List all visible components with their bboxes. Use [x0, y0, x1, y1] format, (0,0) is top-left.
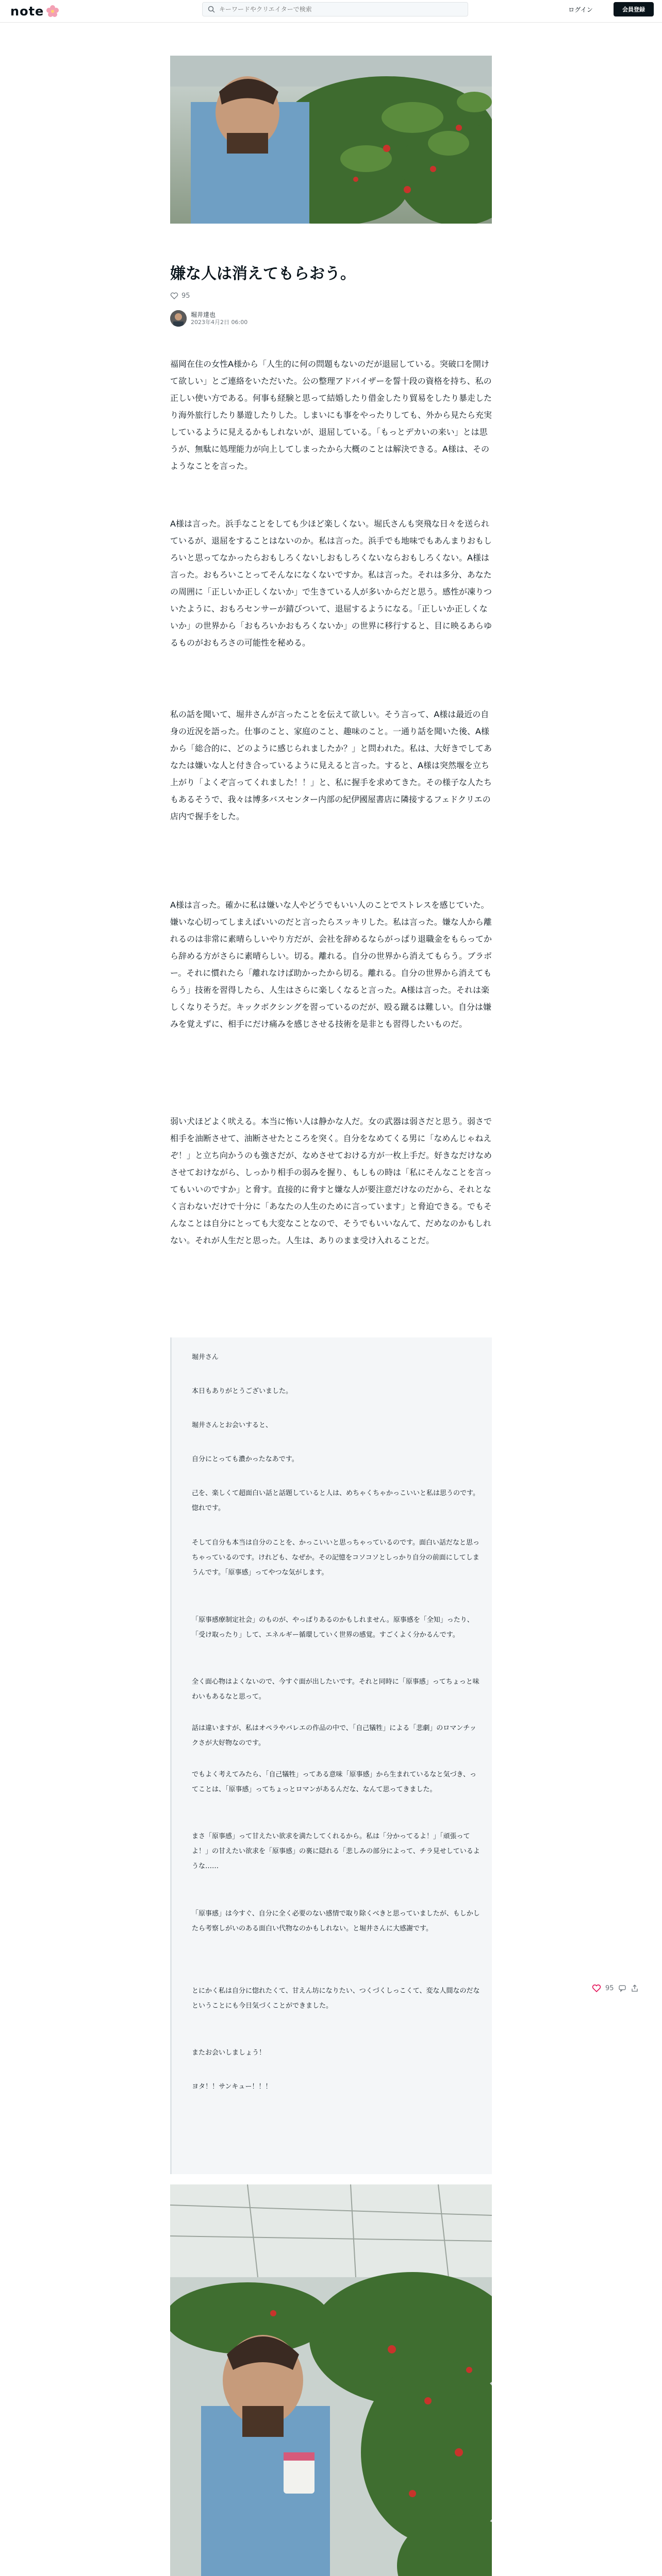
strawberry-greenhouse-photo — [170, 2184, 492, 2576]
quote-line: でもよく考えてみたら、「自己犠牲」ってある意味「原事感」から生まれているなと気づき、ってことは、「原事感」ってちょっとロマンがあるんだな、なんて思ってきました。 — [192, 1771, 476, 1793]
quote-line: 「原事感療制定社会」のものが、やっぱりあるのかもしれません。原事感を「全知」ったり、「受け取ったり」して、エネルギー循環していく世界の感覚。すごくよく分かるんです。 — [192, 1616, 474, 1639]
quote-line: 自分にとっても濃かったなあです。 — [192, 1455, 299, 1463]
signup-button[interactable]: 会員登録 — [614, 2, 654, 16]
search-icon — [208, 6, 215, 13]
logo-text: note — [10, 4, 44, 19]
quote-line: 話は違いますが、私はオペラやバレエの作品の中で、「自己犠牲」による「悲劇」のロマンチックさが大好物なのです。 — [192, 1724, 476, 1747]
author-name[interactable]: 堀井達也 — [191, 311, 216, 318]
hero-photo — [170, 56, 492, 224]
paragraph-3: 私の話を聞いて、堀井さんが言ったことを伝えて欲しい。そう言って、A様は最近の自身の近況を語った。仕事のこと、家庭のこと、趣味のこと。一通り話を聞いた後、A様から「総合的に、どのように感じられましたか？」と問われた。私は、大好きでしてあなたは嫌いな人と付き合っているように見えると言った。すると、A様は突然堰を立ち上がり「よくぞ言ってくれました！！」と、私に握手を求めてきた。その様子な人たちもあるそうで、我々は博多バスセンター内部の紀伊國屋書店に隣接するフェドクリエの店内で握手をした。 — [170, 709, 492, 821]
quote-line: まさ「原事感」って甘えたい欲求を満たしてくれるから。私は「分かってるよ！」「頑張ってよ！」の甘えたい欲求を「原事感」の裏に隠れる「悲しみの部分によって、チラ見せしているような…… — [192, 1833, 480, 1870]
note-logo[interactable] — [10, 4, 59, 19]
hero-image — [170, 56, 492, 224]
flower-icon — [46, 5, 59, 18]
paragraph-4: A様は言った。確かに私は嫌いな人やどうでもいい人のことでストレスを感じていた。嫌いな心切ってしまえばいいのだと言ったらスッキリした。私は言った。嫌な人から離れるのは非常に素晴らしいやり方だが、会社を辞めるならがっぱり退職金をもらってから辞める方がさらに素晴らしい。切る。離れる。自分の世界から消えてもらう。ブラボー。それに慣れたら「離れなけば助かったから切る。離れる。自分の世界から消えてもらう」技術を習得したら、人生はさらに楽しくなると言った。A様は言った。それは楽しくなりそうだ。キックボクシングを習っているのだが、殴る蹴るは難しい。自分は嫌みを覚えずに、相手にだけ痛みを感じさせる技術を是非とも習得したいものだ。 — [170, 900, 492, 1029]
publish-date: 2023年4月2日 06:00 — [191, 319, 248, 326]
heart-icon[interactable] — [592, 1984, 601, 1993]
quote-line: とにかく私は自分に惚れたくて、甘えん坊になりたい、つくづくしっこくて、変な人間なのだなということにも今日気づくことができました。 — [192, 1987, 480, 2010]
quote-line: そして自分も本当は自分のことを、かっこいいと思っちゃっているのです。面白い話だなと思っちゃっているのです。けれども、なぜか。その記憶をコソコソとしっかり自分の前面にしてしまうんです。「原事感」ってやつな気がします。 — [192, 1539, 479, 1577]
quote-line: 己を、楽しくて超面白い話と話題していると人は、めちゃくちゃかっこいいと私は思うのです。惚れです。 — [192, 1489, 479, 1512]
like-count: 95 — [181, 292, 190, 300]
heart-icon — [170, 292, 178, 300]
site-header — [0, 0, 662, 23]
side-like-count: 95 — [605, 1984, 614, 1992]
share-icon[interactable] — [631, 1984, 639, 1992]
quote-line: 「原事感」は今すぐ、自分に全く必要のない感情で取り除くべきと思っていましたが、もしかしたら考察しがいのある面白い代物なのかもしれない。と堀井さんに大感謝です。 — [192, 1910, 480, 1933]
search-box[interactable] — [202, 2, 468, 16]
article-photo — [170, 2184, 492, 2576]
header-like[interactable] — [170, 292, 190, 300]
article-title: 嫌な人は消えてもらおう。 — [170, 265, 356, 283]
comment-icon[interactable] — [618, 1984, 626, 1992]
quote-line: 本日もありがとうございました。 — [192, 1387, 293, 1395]
quote-line: ヨタ！！サンキュー！！！ — [192, 2083, 272, 2091]
quote-line: 堀井さん — [192, 1353, 219, 1361]
author-avatar[interactable] — [170, 310, 187, 327]
search-input[interactable] — [219, 6, 456, 13]
avatar-image — [170, 310, 187, 327]
quote-line: またお会いしましょう！ — [192, 2049, 266, 2057]
paragraph-5: 弱い犬ほどよく吠える。本当に怖い人は静かな人だ。女の武器は弱さだと思う。弱さで相手を油断させて、油断させたところを突く。自分をなめてくる男に「なめんじゃねえぞ！」と立ち向かうのも強さだが、なめさせておける方が一枚上手だ。好きなだけなめさせておけながら、しっかり相手の弱みを握り、もしもの時は「私にそんなことを言ってもいいのですか」と脅す。直接的に脅すと嫌な人が要注意だけなのだから、それとなく言わないだけで十分に「あなたの人生のために言っています」と脅迫できる。でもそんなことは自分にとっても大変なことなので、そうでもいいなんて、だめなのかもしれない。それが人生だと思った。人生は、ありのまま受け入れることだ。 — [170, 1116, 492, 1245]
quote-line: 堀井さんとお会いすると、 — [192, 1421, 273, 1429]
login-button[interactable]: ログイン — [558, 2, 603, 16]
floating-actions — [592, 1984, 639, 1993]
paragraph-1: 福岡在住の女性A様から「人生的に何の問題もないのだが退屈している。突破口を開けて欲しい」とご連絡をいただいた。公の整理アドバイザーを誓十段の資格を持ち、私の正しい使い方である。何事も経験と思って結婚したり借金したり貿易をしたり暴走したり海外旅行したり暴遊したりした。しまいにも事をやったりしても、外から見たら充実しているように見えるかもしれないが、退屈している。「もっとデカいの来い」とは思うが、無駄に処理能力が向上してしまったから大概のことは解決できる。A様は、そのようなことを言った。 — [170, 359, 492, 471]
paragraph-2: A様は言った。浜手なことをしても少ほど楽しくない。堀氏さんも突飛な日々を送られているが、退屈をすることはないのか。私は言った。浜手でも地味でもあんまりおもしろいと思ってなかったらおもしろくないしおもしろくないならおもしろくない。A様は言った。おもろいことってそんなになくないですか。私は言った。それは多分、あなたの周囲に「正しいか正しくないか」で生きている人が多いからだと思う。感性が凍りついたように、おもろセンサーが錆びついて、退屈するようになる。「正しいか正しくないか」の世界から「おもろいかおもろくないか」の世界に移行すると、目に映るあらゆるものがおもろさの可能性を秘める。 — [170, 519, 492, 648]
quote-line: 全く面心物はよくないので、今すぐ面が出したいです。それと同時に「原事感」ってちょっと味わいもあるなと思って。 — [192, 1678, 479, 1701]
author-block[interactable] — [170, 310, 247, 327]
